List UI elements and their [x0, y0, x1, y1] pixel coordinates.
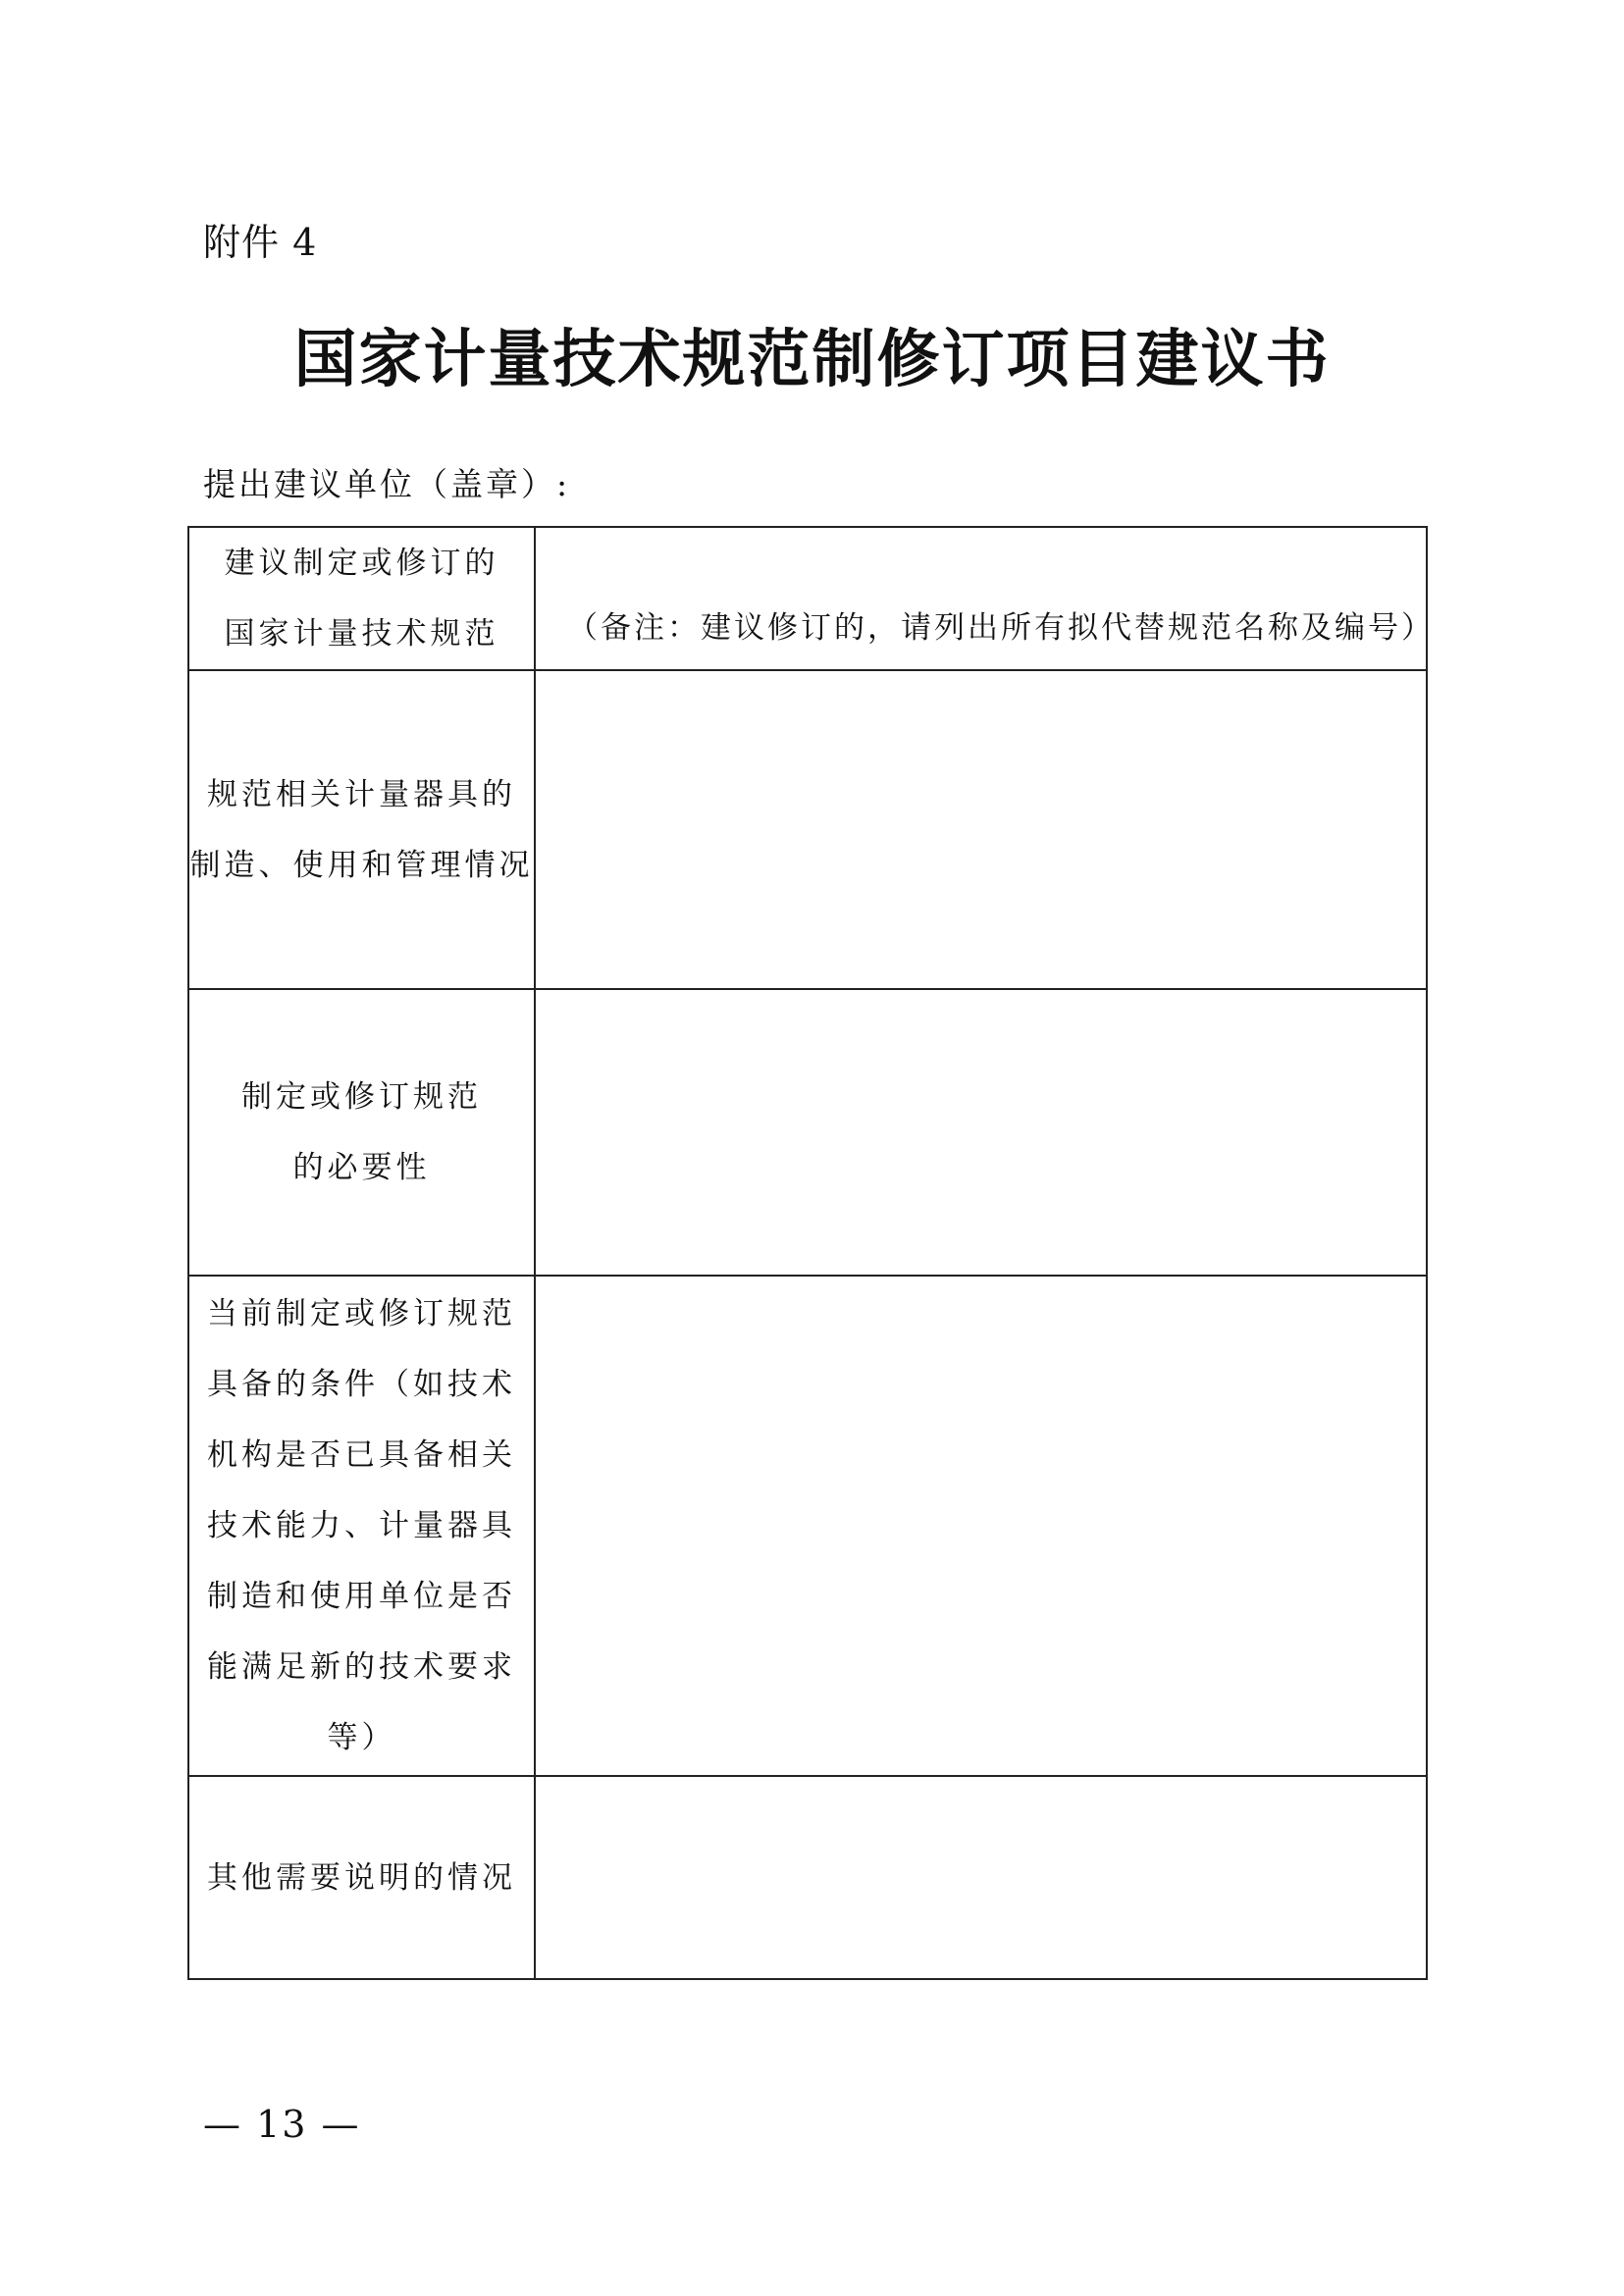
- proposal-form-table: [187, 526, 1435, 1980]
- label-line: 当前制定或修订规范: [207, 1296, 516, 1331]
- table-row-other-notes: [188, 1776, 1427, 1979]
- row-label-other-notes: [188, 1776, 535, 1979]
- other-notes-field[interactable]: [535, 1776, 1427, 1979]
- label-line: 的必要性: [292, 1150, 431, 1185]
- row-label-instrument-status: [188, 670, 535, 989]
- standard-name-field[interactable]: [535, 527, 1435, 670]
- label-line: 技术能力、计量器具: [207, 1508, 516, 1543]
- necessity-field[interactable]: [535, 989, 1427, 1276]
- row-label-necessity: [188, 989, 535, 1276]
- table-row-necessity: [188, 989, 1427, 1276]
- page-number: — 13 —: [203, 2103, 361, 2146]
- label-line: 等）: [327, 1720, 396, 1755]
- label-line: 国家计量技术规范: [224, 616, 499, 652]
- label-line: 制造和使用单位是否: [207, 1579, 516, 1614]
- table-row-instrument-status: [188, 670, 1427, 989]
- row-label-standard-name: [188, 527, 535, 670]
- row-label-conditions: [188, 1276, 535, 1776]
- label-line: 制定或修订规范: [241, 1079, 482, 1115]
- label-line: 能满足新的技术要求: [207, 1649, 516, 1685]
- remark-note: （备注：建议修订的，请列出所有拟代替规范名称及编号）: [567, 610, 1435, 646]
- proposer-label: 提出建议单位（盖章）:: [203, 465, 571, 503]
- label-line: 其他需要说明的情况: [207, 1859, 516, 1896]
- table-row-conditions: [188, 1276, 1427, 1776]
- label-line: 规范相关计量器具的: [207, 776, 516, 812]
- instrument-status-field[interactable]: [535, 670, 1427, 989]
- attachment-label: 附件 4: [203, 221, 318, 264]
- document-title: 国家计量技术规范制修订项目建议书: [293, 323, 1331, 396]
- label-line: 具备的条件（如技术: [207, 1367, 516, 1402]
- label-line: 制造、使用和管理情况: [189, 847, 534, 883]
- table-row-standard-name: [188, 527, 1427, 670]
- label-line: 建议制定或修订的: [224, 546, 499, 581]
- label-line: 机构是否已具备相关: [207, 1437, 516, 1473]
- conditions-field[interactable]: [535, 1276, 1427, 1776]
